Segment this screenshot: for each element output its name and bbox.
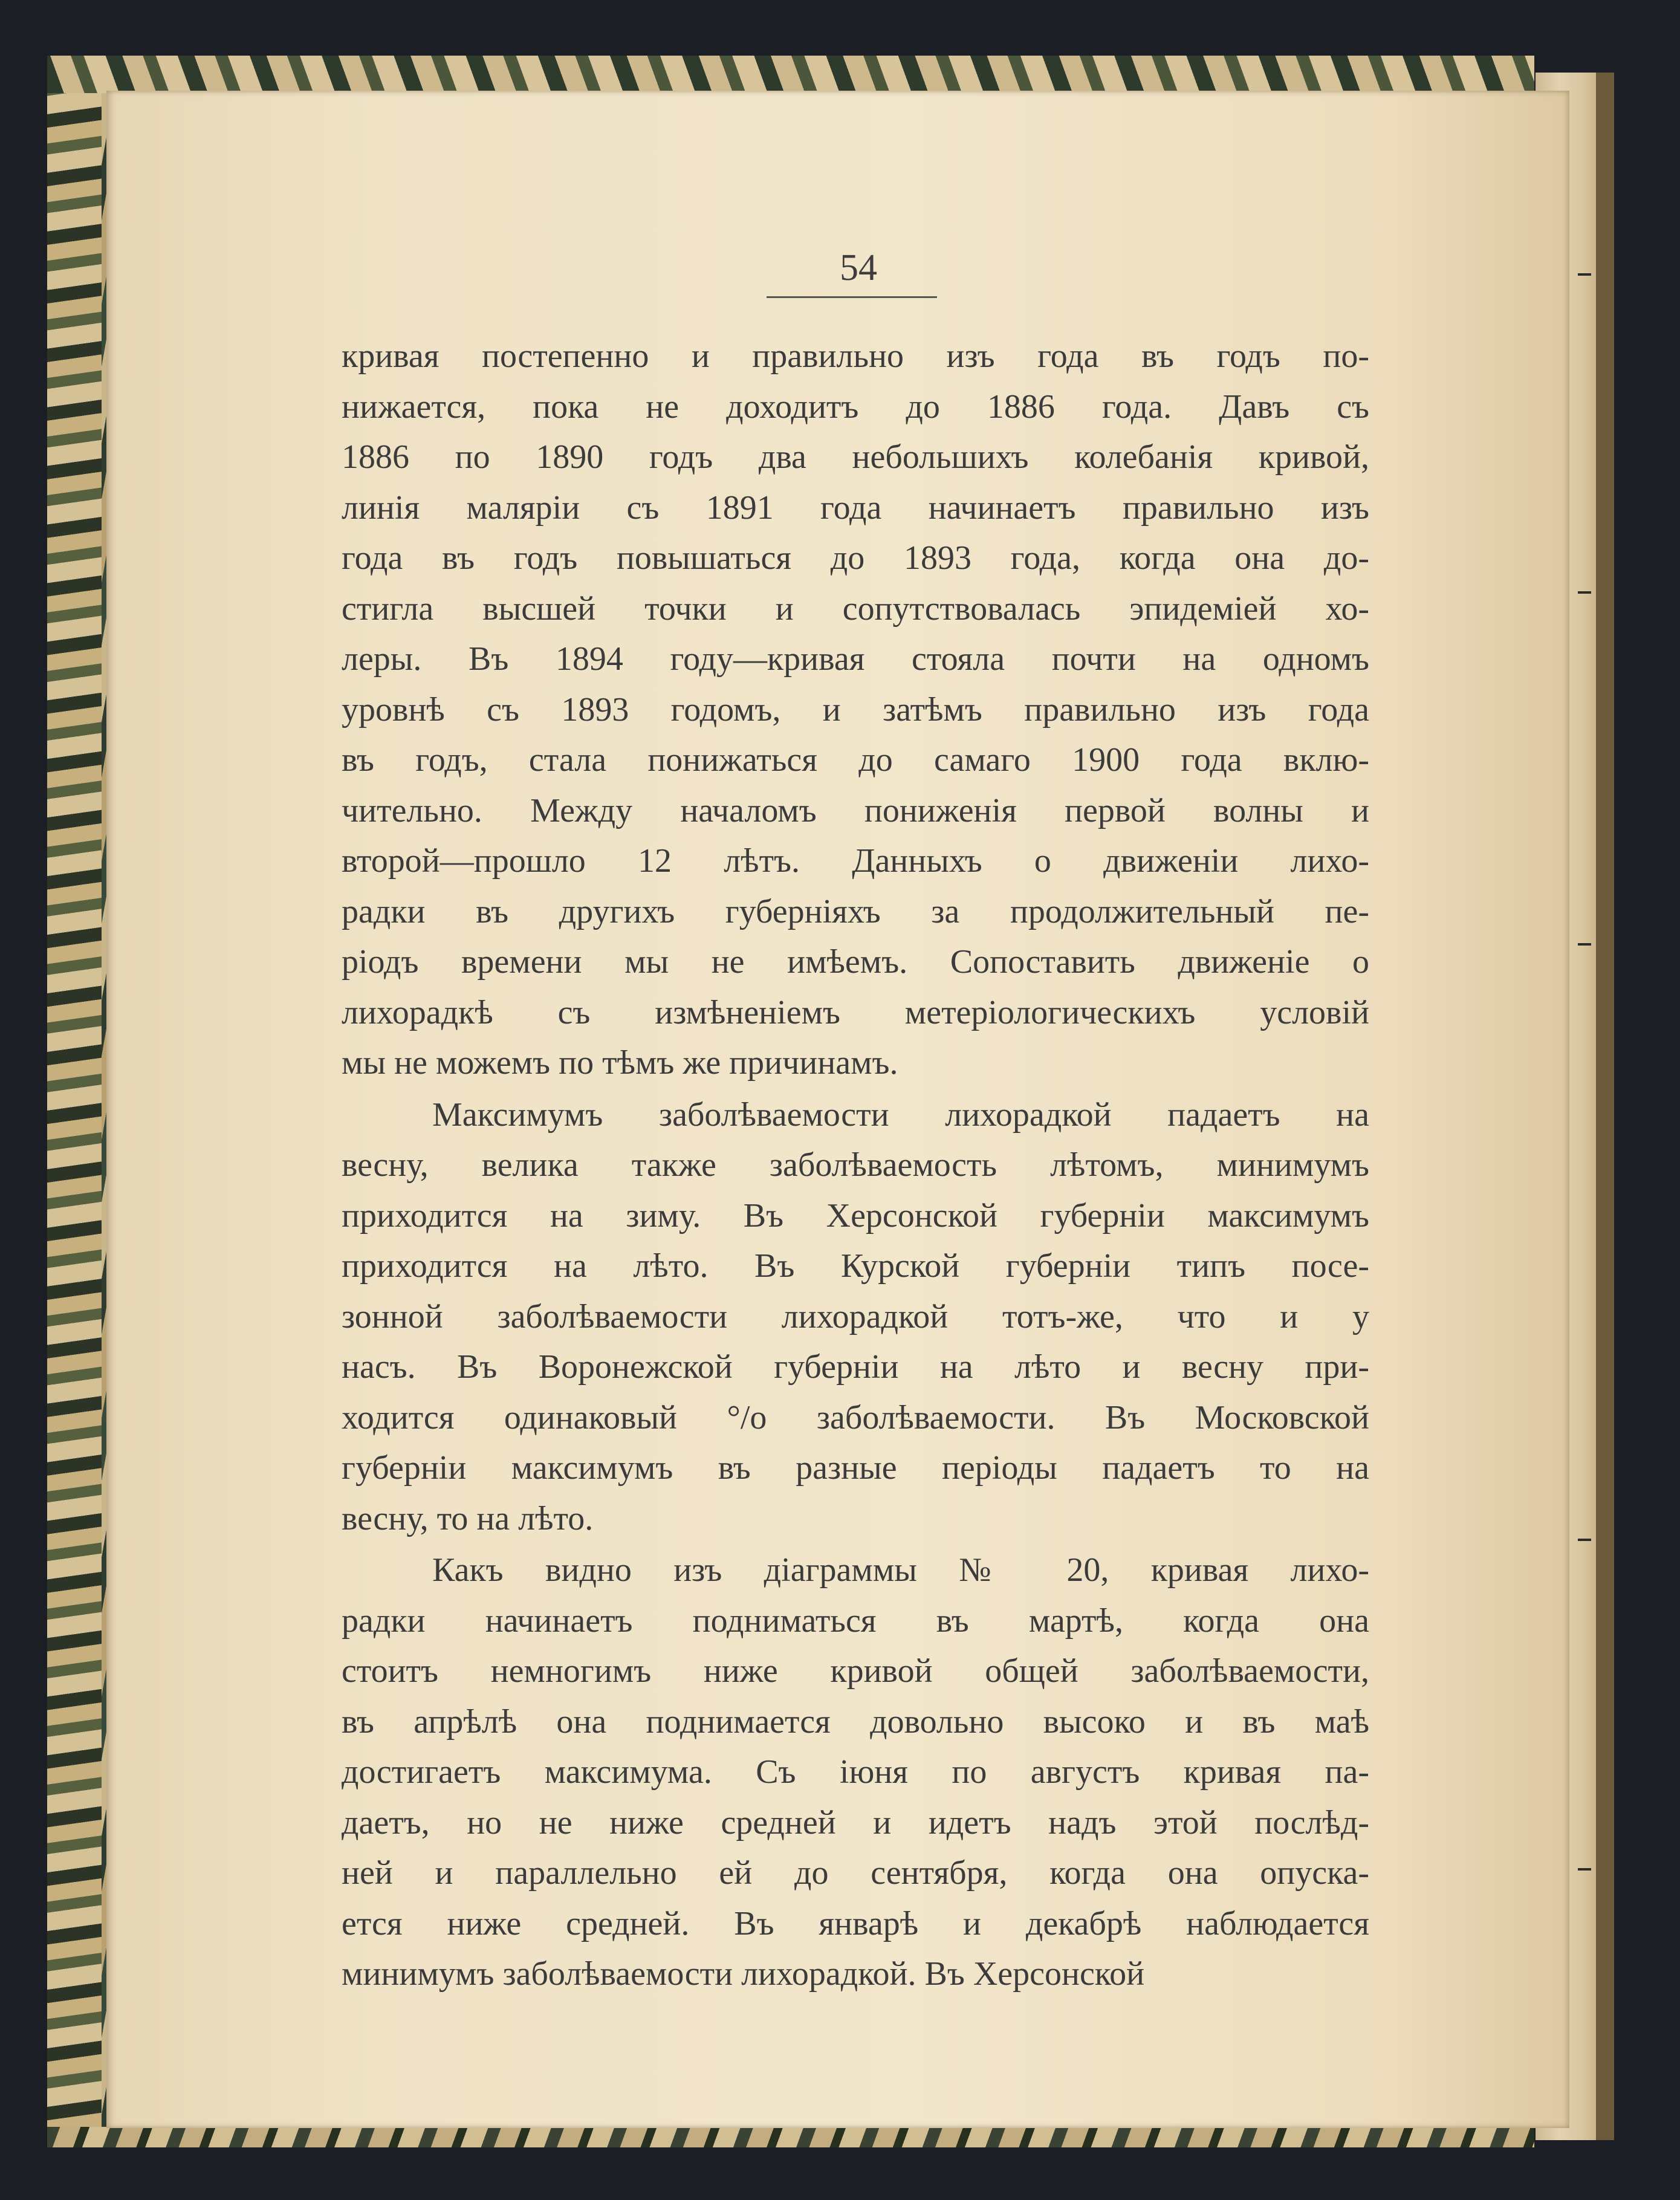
page-stack-shadow <box>1596 73 1614 2140</box>
text-line: стигла высшей точки и сопутствовалась эпидеміей хо- <box>342 589 1369 628</box>
text-line: ней и параллельно ей до сентября, когда она опуска- <box>342 1854 1369 1892</box>
text-line: въ годъ, стала понижаться до самаго 1900 года вклю- <box>342 741 1369 779</box>
text-line: нижается, пока не доходитъ до 1886 года. Давъ съ <box>342 388 1369 426</box>
text-line: 1886 по 1890 годъ два небольшихъ колебанія кривой, <box>342 438 1369 476</box>
paragraph <box>342 1545 1369 2000</box>
text-line: даетъ, но не ниже средней и идетъ надъ этой послѣд- <box>342 1803 1369 1841</box>
text-line: леры. Въ 1894 году—кривая стояла почти на одномъ <box>342 640 1369 678</box>
marbled-top-edge <box>47 56 1534 93</box>
text-line: приходится на зиму. Въ Херсонской губерніи максимумъ <box>342 1196 1369 1235</box>
text-line: зонной заболѣваемости лихорадкой тотъ-же, что и у <box>342 1297 1369 1335</box>
text-line: весну, велика также заболѣваемость лѣтомъ, минимумъ <box>342 1146 1369 1184</box>
edge-tick-mark <box>1578 1539 1591 1541</box>
text-line: мы не можемъ по тѣмъ же причинамъ. <box>342 1044 898 1082</box>
header-rule <box>767 296 937 298</box>
text-line: второй—прошло 12 лѣтъ. Данныхъ о движеніи лихо- <box>342 842 1369 880</box>
page-number: 54 <box>840 247 877 288</box>
text-line: чительно. Между началомъ пониженія первой волны и <box>342 791 1369 829</box>
edge-tick-mark <box>1578 273 1591 276</box>
text-line: кривая постепенно и правильно изъ года въ годъ по- <box>342 337 1369 375</box>
text-line: года въ годъ повышаться до 1893 года, когда она до- <box>342 539 1369 577</box>
text-line: приходится на лѣто. Въ Курской губерніи типъ посе- <box>342 1247 1369 1285</box>
text-line: уровнѣ съ 1893 годомъ, и затѣмъ правильно изъ года <box>342 690 1369 728</box>
paragraph <box>342 331 1369 1089</box>
text-line: лихорадкѣ съ измѣненіемъ метеріологическихъ условій <box>342 993 1369 1031</box>
edge-tick-mark <box>1578 1868 1591 1871</box>
text-line: достигаетъ максимума. Съ іюня по августъ кривая па- <box>342 1753 1369 1791</box>
text-line: насъ. Въ Воронежской губерніи на лѣто и весну при- <box>342 1348 1369 1386</box>
text-line: Максимумъ заболѣваемости лихорадкой падаетъ на <box>432 1095 1369 1134</box>
marbled-bottom-edge <box>47 2127 1534 2147</box>
text-line: губерніи максимумъ въ разные періоды падаетъ то на <box>342 1449 1369 1487</box>
marbled-spine-edge <box>47 56 102 2147</box>
text-line: Какъ видно изъ діаграммы № 20, кривая лихо- <box>432 1551 1369 1589</box>
edge-tick-mark <box>1578 943 1591 946</box>
text-line: весну, то на лѣто. <box>342 1499 594 1537</box>
text-line: радки начинаетъ подниматься въ мартѣ, когда она <box>342 1601 1369 1640</box>
body-text <box>342 331 1369 2001</box>
text-line: ется ниже средней. Въ январѣ и декабрѣ наблюдается <box>342 1904 1369 1942</box>
text-line: минимумъ заболѣваемости лихорадкой. Въ Херсонской <box>342 1955 1145 1993</box>
text-line: стоитъ немногимъ ниже кривой общей заболѣваемости, <box>342 1652 1369 1690</box>
text-line: радки въ другихъ губерніяхъ за продолжительный пе- <box>342 892 1369 930</box>
text-line: ріодъ времени мы не имѣемъ. Сопоставить движеніе о <box>342 943 1369 981</box>
text-line: ходится одинаковый °/o заболѣваемости. Въ Московской <box>342 1398 1369 1436</box>
paragraph <box>342 1090 1369 1545</box>
edge-tick-mark <box>1578 591 1591 594</box>
text-line: линія маляріи съ 1891 года начинаетъ правильно изъ <box>342 488 1369 527</box>
text-line: въ апрѣлѣ она поднимается довольно высоко и въ маѣ <box>342 1702 1369 1741</box>
